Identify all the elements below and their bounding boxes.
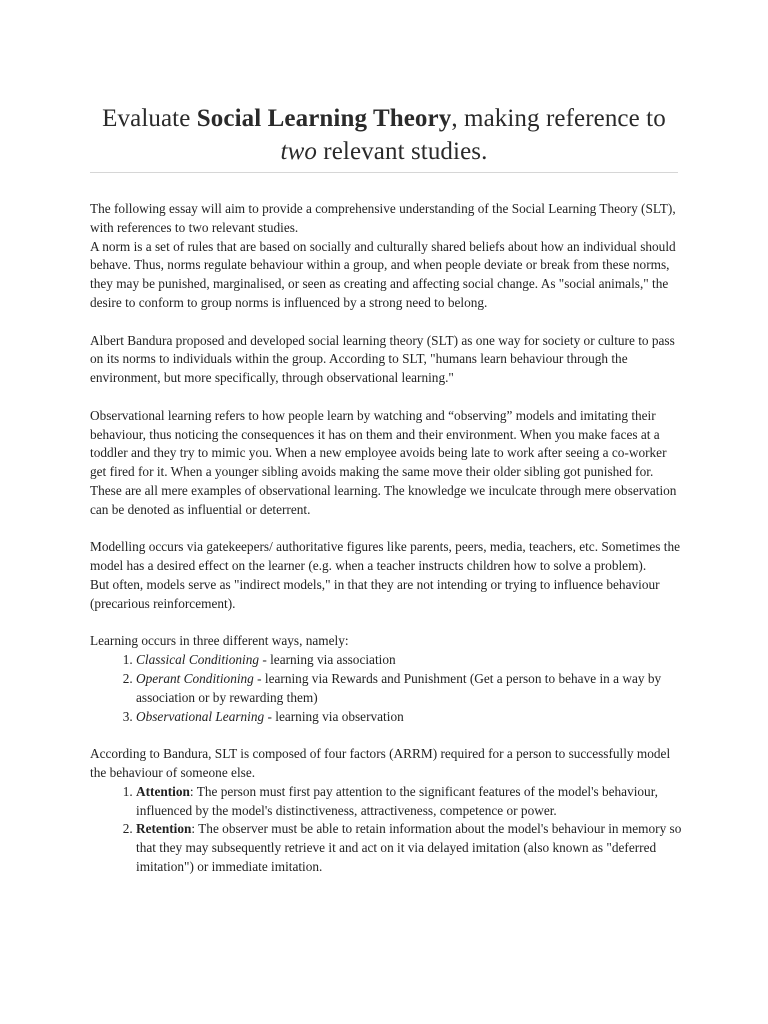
list-item-desc: : The observer must be able to retain information about the model's behaviour in memory so that they may subsequently retrieve it and act on it via delayed imitation (also known as "deferred imitation") or immediate imitation. (136, 821, 682, 874)
title-part-1: Evaluate (102, 105, 197, 132)
list-item-term: Observational Learning (136, 708, 265, 724)
norm-paragraph: A norm is a set of rules that are based on socially and culturally shared beliefs about how an individual should behave. Thus, norms regulate behaviour within a group, and when people deviate or break from these norms, they may be punished, marginalised, or seen as creating and affecting social change. As "social animals," the desire to conform to group norms is influenced by a strong need to belong. (90, 238, 676, 310)
list-item-desc: - learning via observation (264, 708, 404, 724)
observational-paragraph: Observational learning refers to how people learn by watching and “observing” models and imitating their behaviour, thus noticing the consequences it has on them and their environment. When you make faces at a toddler and they try to mimic you. When a new employee avoids being late to work after seeing a co-worker get fired for it. When a younger sibling avoids making the same move their older sibling got punished for. These are all mere examples of observational learning. The knowledge we inculcate through mere observation can be denoted as influential or deterrent. (90, 407, 677, 517)
paragraph-gap (90, 726, 682, 745)
document-title (90, 102, 678, 168)
arrm-paragraph: According to Bandura, SLT is composed of four factors (ARRM) required for a person to successfully model the behaviour of someone else. (90, 746, 671, 780)
list-item (136, 670, 682, 708)
document-body (90, 200, 682, 877)
intro-paragraph: The following essay will aim to provide a comprehensive understanding of the Social Learning Theory (SLT), with references to two relevant studies. (90, 201, 676, 235)
list-item-term: Classical Conditioning (136, 652, 260, 668)
paragraph-gap (90, 614, 682, 633)
modelling-paragraph: Modelling occurs via gatekeepers/ authoritative figures like parents, peers, media, teachers, etc. Sometimes the model has a desired effect on the learner (e.g. when a teacher instructs children how to solve a problem). (90, 539, 681, 574)
list-item (136, 651, 682, 670)
paragraph-gap (90, 388, 682, 407)
list-item-desc: - learning via association (259, 652, 396, 668)
title-italic-word: two (280, 138, 317, 165)
list-item-term: Attention (136, 783, 190, 799)
title-part-5: relevant studies. (316, 138, 488, 165)
title-part-3: , making reference to (451, 105, 666, 132)
indirect-models-paragraph: But often, models serve as "indirect models," in that they are not intending or trying to influence behaviour (precarious reinforcement). (90, 576, 660, 611)
learning-ways-list (90, 651, 682, 726)
list-item-term: Operant Conditioning (136, 670, 254, 686)
list-item (136, 820, 682, 876)
list-item-desc: : The person must first pay attention to the significant features of the model's behaviour, influenced by the model's distinctiveness, attractiveness, competence or power. (136, 783, 658, 818)
list-item-desc: - learning via Rewards and Punishment (Get a person to behave in a way by association or by rewarding them) (136, 670, 662, 705)
paragraph-gap (90, 520, 682, 539)
title-bold-phrase: Social Learning Theory (196, 105, 452, 132)
paragraph-gap (90, 313, 682, 332)
list-item (136, 708, 682, 727)
list-item (136, 783, 682, 821)
title-divider (90, 172, 678, 173)
bandura-paragraph: Albert Bandura proposed and developed social learning theory (SLT) as one way for society or culture to pass on its norms to individuals within the group. According to SLT, "humans learn behaviour through the environment, but more specifically, through observational learning." (90, 332, 675, 386)
arrm-factors-list (90, 783, 682, 877)
learning-ways-intro: Learning occurs in three different ways, namely: (90, 633, 349, 649)
list-item-term: Retention (136, 821, 192, 837)
